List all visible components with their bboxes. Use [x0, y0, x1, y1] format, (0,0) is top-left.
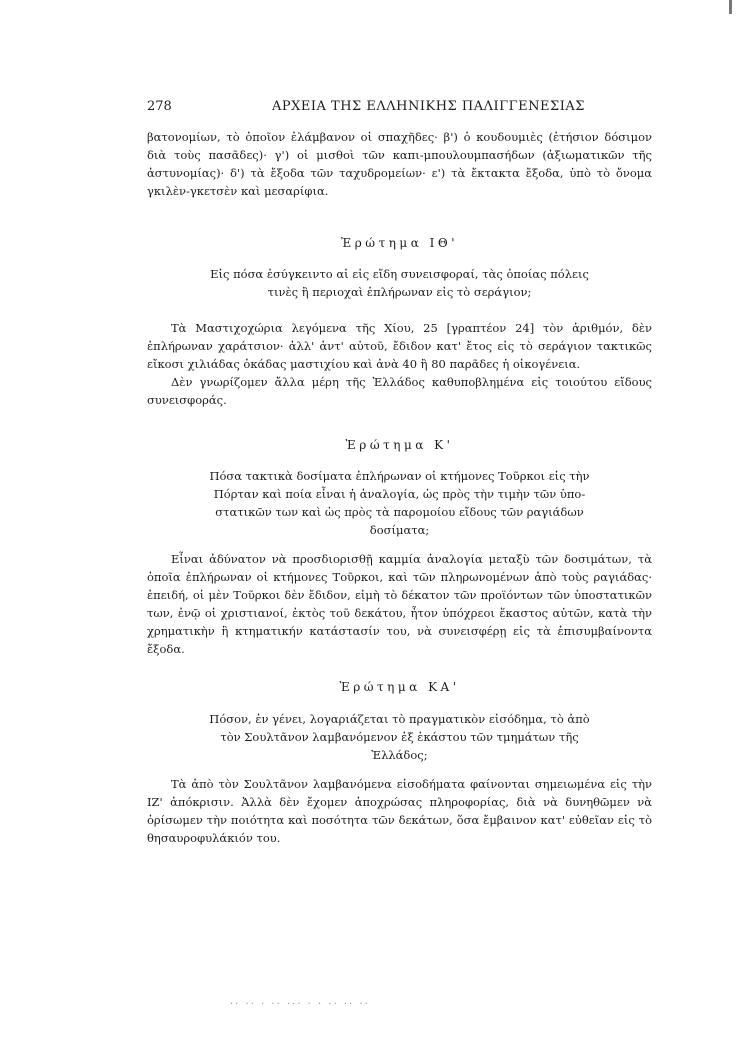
- question-text-19: [202, 265, 597, 301]
- answer-paragraph: Εἶναι ἀδύνατον νὰ προσδιορισθῇ καμμία ἀναλογία μεταξὺ τῶν δοσιμάτων, τὰ ὁποῖα ἐπλήρωναν οἱ κτήμονες Τοῦρκοι, καὶ τῶν πληρωνομένων ἀπὸ τοὺς ραγιάδας· ἐπειδή, οἱ μὲν Τοῦρκοι δὲν ἔδιδον, εἰμὴ τὸ δέκατον τῶν προϊόντων τῶν ὑποστατικῶν των, ἐνῷ οἱ χριστιανοί, ἐκτὸς τοῦ δεκάτου, ἦτον ὑπόχρεοι ἕκαστος αὐτῶν, κατὰ τὴν χρηματικὴν ἢ κτηματικήν κατάστασίν του, νὰ συνεισφέρῃ εἰς τὰ ἐπισυμβαίνοντα ἔξοδα.: [147, 552, 652, 656]
- answer-19: [147, 319, 652, 409]
- question-title-20: Ἐρώτημα Κ': [345, 438, 454, 452]
- answer-paragraph: Τὰ ἀπὸ τὸν Σουλτᾶνον λαμβανόμενα εἰσοδήματα φαίνονται σημειωμένα εἰς τὴν ΙΖ' ἀπόκρισιν. Ἀλλὰ δὲν ἔχομεν ἀποχρώσας πληροφορίας, διὰ νὰ δυνηθῶμεν νὰ ὁρίσωμεν τὴν ποιότητα καὶ ποσότητα τῶν δεκάτων, ὅσα ἔμβαινον κατ' εὐθεῖαν εἰς τὸ θησαυροφυλάκιόν του.: [147, 777, 652, 845]
- page-header: [147, 99, 652, 119]
- page-number: 278: [147, 99, 172, 114]
- question-line: Πόσον, ἐν γένει, λογαριάζεται τὸ πραγματικὸν εἰσόδημα, τὸ ἀπὸ: [209, 712, 590, 726]
- intro-paragraph: [147, 128, 652, 200]
- question-line: Ἑλλάδος;: [371, 748, 428, 762]
- answer-paragraph: Τὰ Μαστιχοχώρια λεγόμενα τῆς Χίου, 25 [γραπτέον 24] τὸν ἀριθμόν, δὲν ἐπλήρωναν χαράτσιον· ἀλλ' ἀντ' αὐτοῦ, ἔδιδον κατ' ἔτος εἰς τὸ σεράγιον τακτικῶς εἴκοσι χιλιάδας ὀκάδας μαστιχίου καὶ ἀνὰ 40 ἢ 80 παρᾶδες ἡ οἰκογένεια.: [147, 321, 652, 371]
- scan-edge-mark: [729, 0, 732, 14]
- paragraph: βατονομίων, τὸ ὁποῖον ἐλάμβανον οἱ σπαχῆδες· β') ὁ κουδουμιὲς (ἐτήσιον δόσιμον διὰ τοὺς πασᾶδες)· γ') οἱ μισθοὶ τῶν καπι-μπουλουμπασήδων (ἀξιωματικῶν τῆς ἀστυνομίας)· δ') τὰ ἔξοδα τῶν ταχυδρομείων· ε') τὰ ἔκτακτα ἔξοδα, ὑπὸ τὸ ὄνομα γκιλὲν-γκετσὲν καὶ μεσαρίφια.: [147, 130, 652, 198]
- running-title: ΑΡΧΕΙΑ ΤΗΣ ΕΛΛΗΝΙΚΗΣ ΠΑΛΙΓΓΕΝΕΣΙΑΣ: [272, 99, 585, 114]
- question-line: Πόσα τακτικὰ δοσίματα ἐπλήρωναν οἱ κτήμονες Τοῦρκοι εἰς τὴν: [209, 469, 590, 483]
- answer-paragraph: Δὲν γνωρίζομεν ἄλλα μέρη τῆς Ἑλλάδος καθυποβλημένα εἰς τοιούτου εἴδους συνεισφοράς.: [147, 375, 652, 407]
- question-line: Πόρταν καὶ ποία εἶναι ἡ ἀναλογία, ὡς πρὸς τὴν τιμὴν τῶν ὑπο-: [213, 487, 586, 501]
- question-line: δοσίματα;: [369, 523, 430, 537]
- question-line: τὸν Σουλτᾶνον λαμβανόμενον ἐξ ἑκάστου τῶν τμημάτων τῆς: [220, 730, 579, 744]
- question-line: Εἰς πόσα ἐσύγκειντο αἱ εἰς εἴδη συνεισφοραί, τὰς ὁποίας πόλεις: [210, 267, 589, 281]
- question-text-20: [202, 467, 597, 539]
- question-title-21: Ἐρώτημα ΚΑ': [339, 680, 460, 694]
- answer-20: [147, 550, 652, 658]
- question-line: τινὲς ἢ περιοχαὶ ἐπλήρωναν εἰς τὸ σεράγιον;: [267, 285, 532, 299]
- scan-footer-marks: ·· ·· · ·· ··· · · ·· ·· ··: [230, 999, 370, 1010]
- question-text-21: [202, 710, 597, 764]
- answer-21: [147, 775, 652, 847]
- question-title-19: Ἐρώτημα ΙΘ': [341, 236, 458, 250]
- question-line: στατικῶν των καὶ ὡς πρὸς τὰ παρομοίου εἴδους τῶν ραγιάδων: [215, 505, 584, 519]
